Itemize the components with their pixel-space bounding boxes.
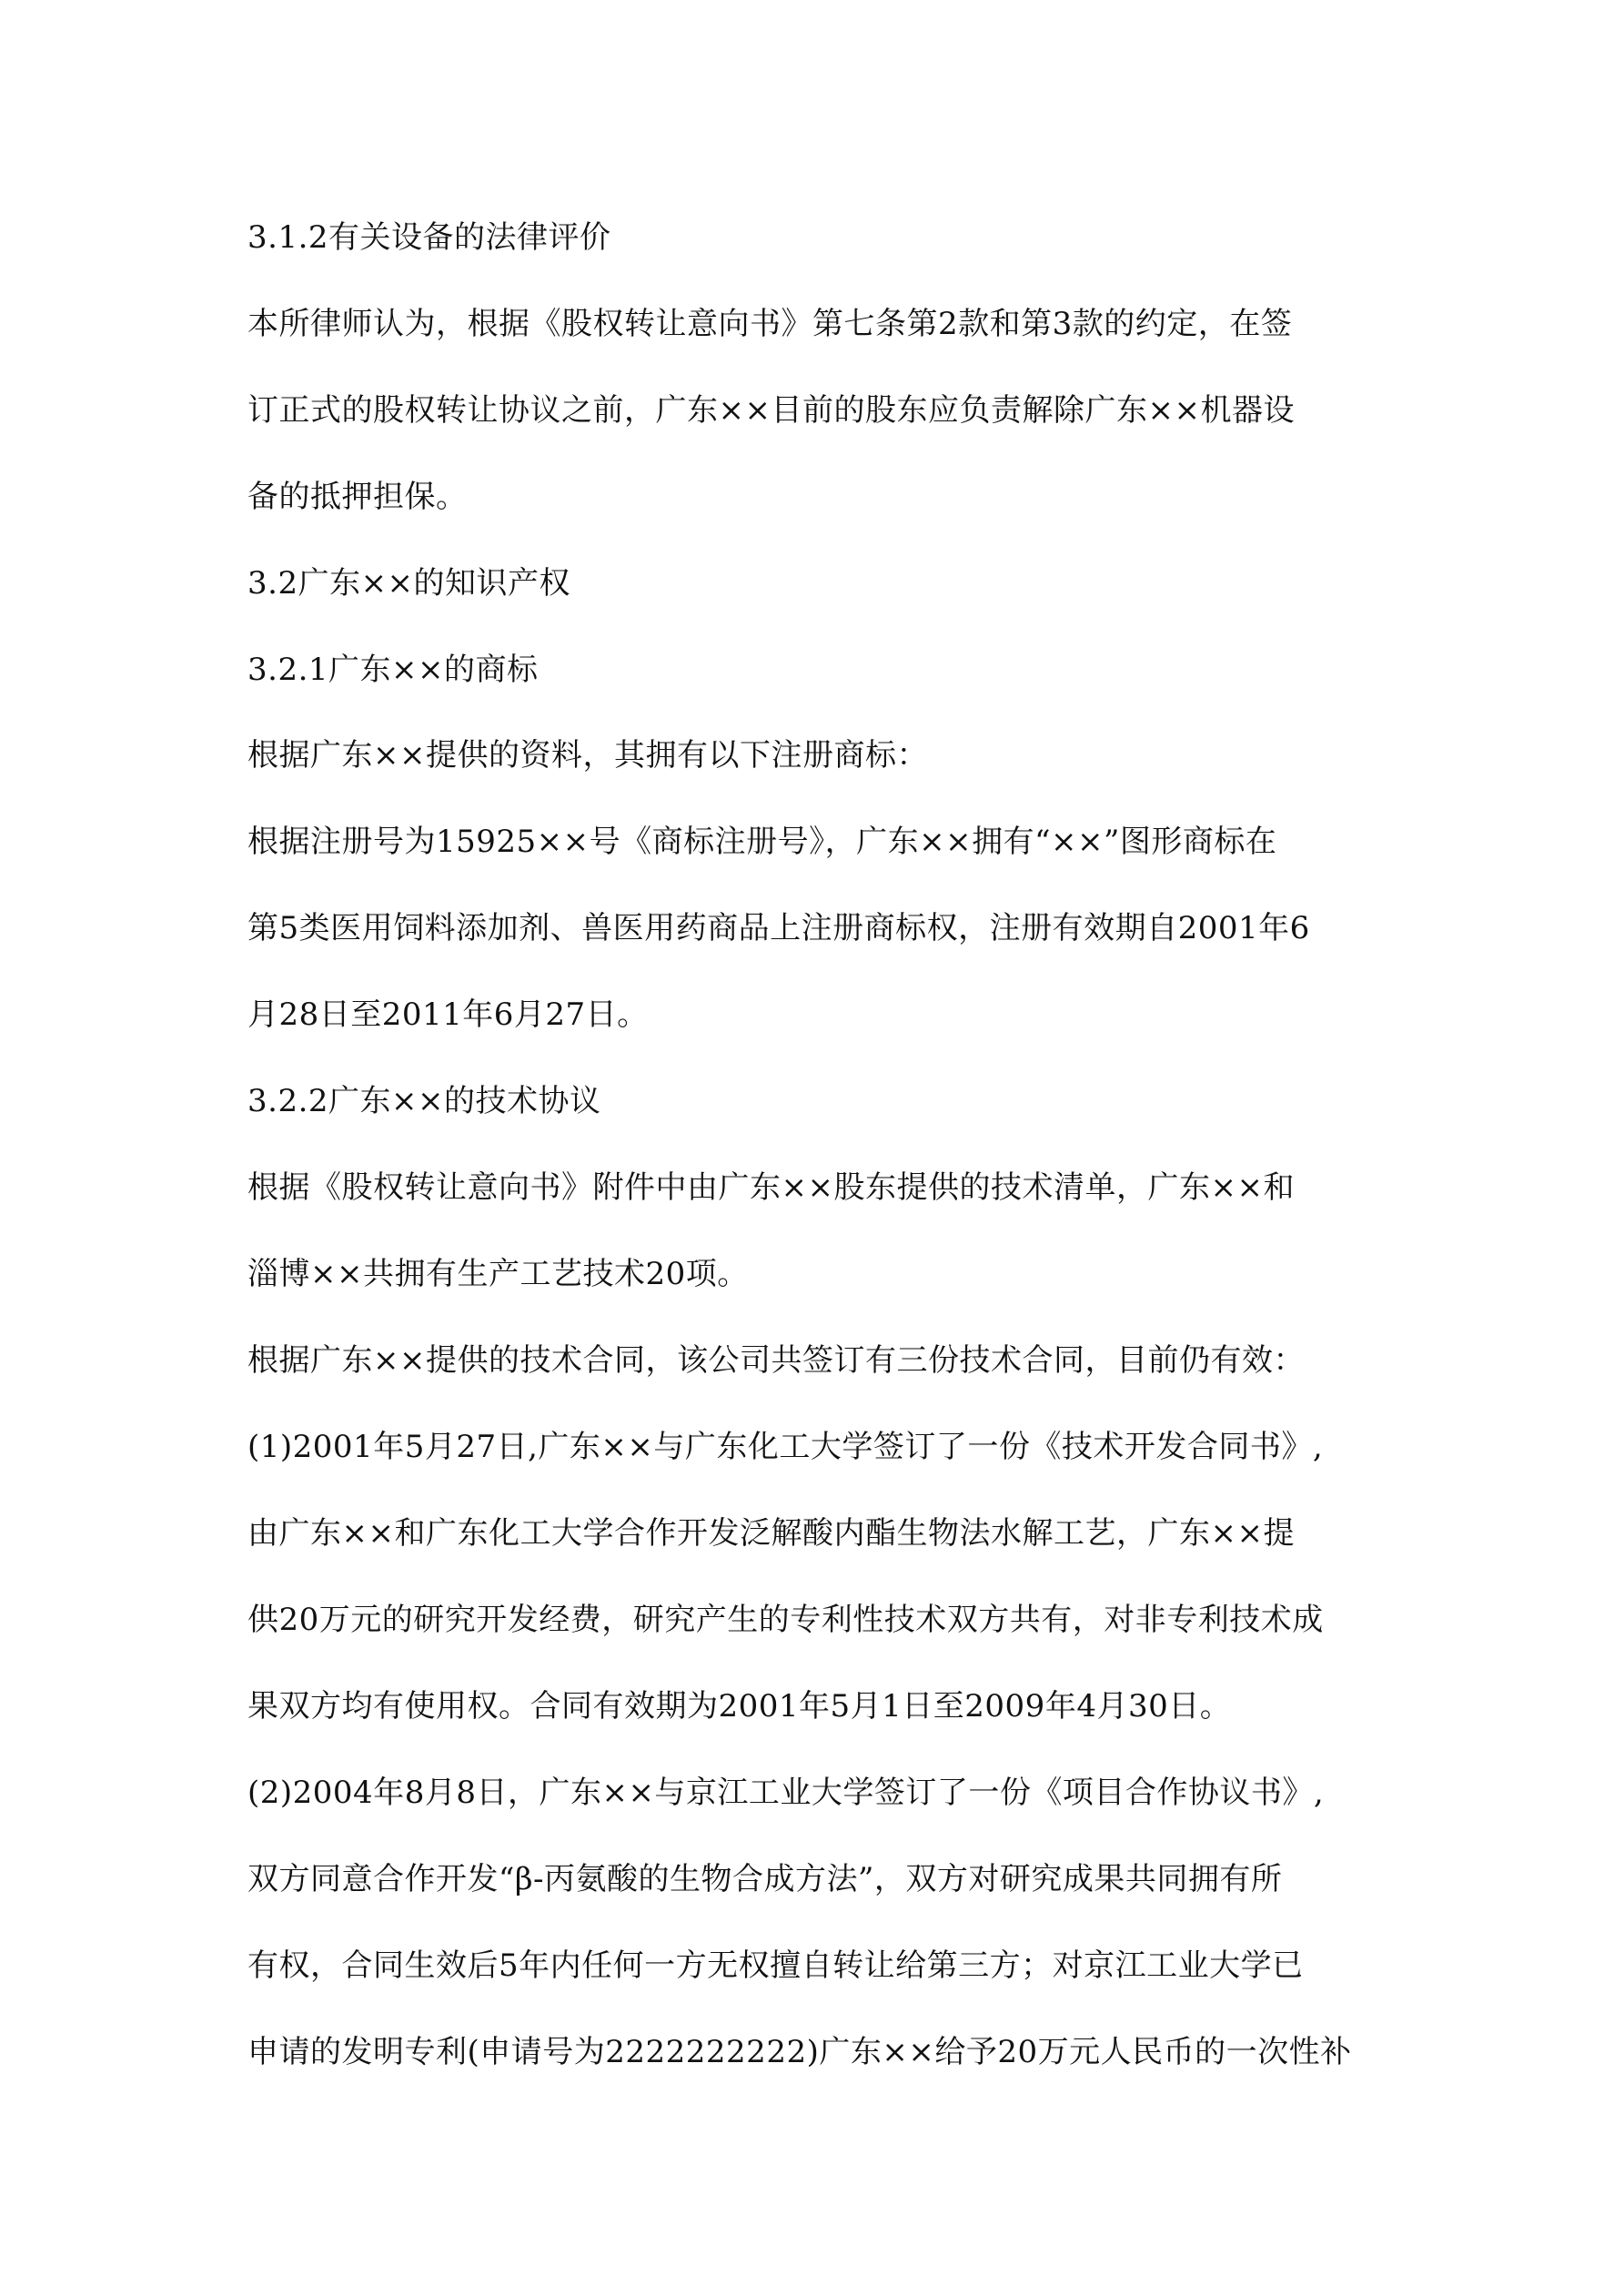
- paragraph-line: (2)2004年8月8日，广东××与京江工业大学签订了一份《项目合作协议书》,: [247, 1775, 1325, 1811]
- paragraph-line: 供20万元的研究开发经费，研究产生的专利性技术双方共有，对非专利技术成: [247, 1602, 1324, 1638]
- paragraph-line: 有权，合同生效后5年内任何一方无权擅自转让给第三方；对京江工业大学已: [247, 1947, 1304, 1984]
- paragraph-line: 淄博××共拥有生产工艺技术20项。: [247, 1256, 749, 1292]
- paragraph-line: 本所律师认为，根据《股权转让意向书》第七条第2款和第3款的约定，在签: [247, 306, 1293, 342]
- paragraph-line: (1)2001年5月27日,广东××与广东化工大学签订了一份《技术开发合同书》,: [247, 1429, 1324, 1465]
- paragraph-line: 根据注册号为15925××号《商标注册号》，广东××拥有“××”图形商标在: [247, 824, 1277, 860]
- paragraph-line: 订正式的股权转让协议之前，广东××目前的股东应负责解除广东××机器设: [247, 392, 1295, 429]
- paragraph-line: 根据广东××提供的资料，其拥有以下注册商标：: [247, 737, 928, 774]
- section-heading-3-1-2: 3.1.2有关设备的法律评价: [247, 219, 611, 256]
- section-heading-3-2-1: 3.2.1广东××的商标: [247, 652, 539, 688]
- paragraph-line: 由广东××和广东化工大学合作开发泛解酸内酯生物法水解工艺，广东××提: [247, 1515, 1295, 1552]
- paragraph-line: 根据广东××提供的技术合同，该公司共签订有三份技术合同，目前仍有效：: [247, 1342, 1305, 1379]
- section-heading-3-2: 3.2广东××的知识产权: [247, 565, 571, 602]
- section-heading-3-2-2: 3.2.2广东××的技术协议: [247, 1083, 601, 1119]
- paragraph-line: 双方同意合作开发“β-丙氨酸的生物合成方法”，双方对研究成果共同拥有所: [247, 1861, 1283, 1897]
- paragraph-line: 根据《股权转让意向书》附件中由广东××股东提供的技术清单，广东××和: [247, 1169, 1295, 1206]
- paragraph-line: 申请的发明专利(申请号为2222222222)广东××给予20万元人民币的一次性补: [247, 2034, 1352, 2070]
- paragraph-line: 月28日至2011年6月27日。: [247, 996, 649, 1033]
- paragraph-line: 备的抵押担保。: [247, 479, 468, 515]
- paragraph-line: 第5类医用饲料添加剂、兽医用药商品上注册商标权，注册有效期自2001年6: [247, 910, 1310, 946]
- paragraph-line: 果双方均有使用权。合同有效期为2001年5月1日至2009年4月30日。: [247, 1688, 1232, 1725]
